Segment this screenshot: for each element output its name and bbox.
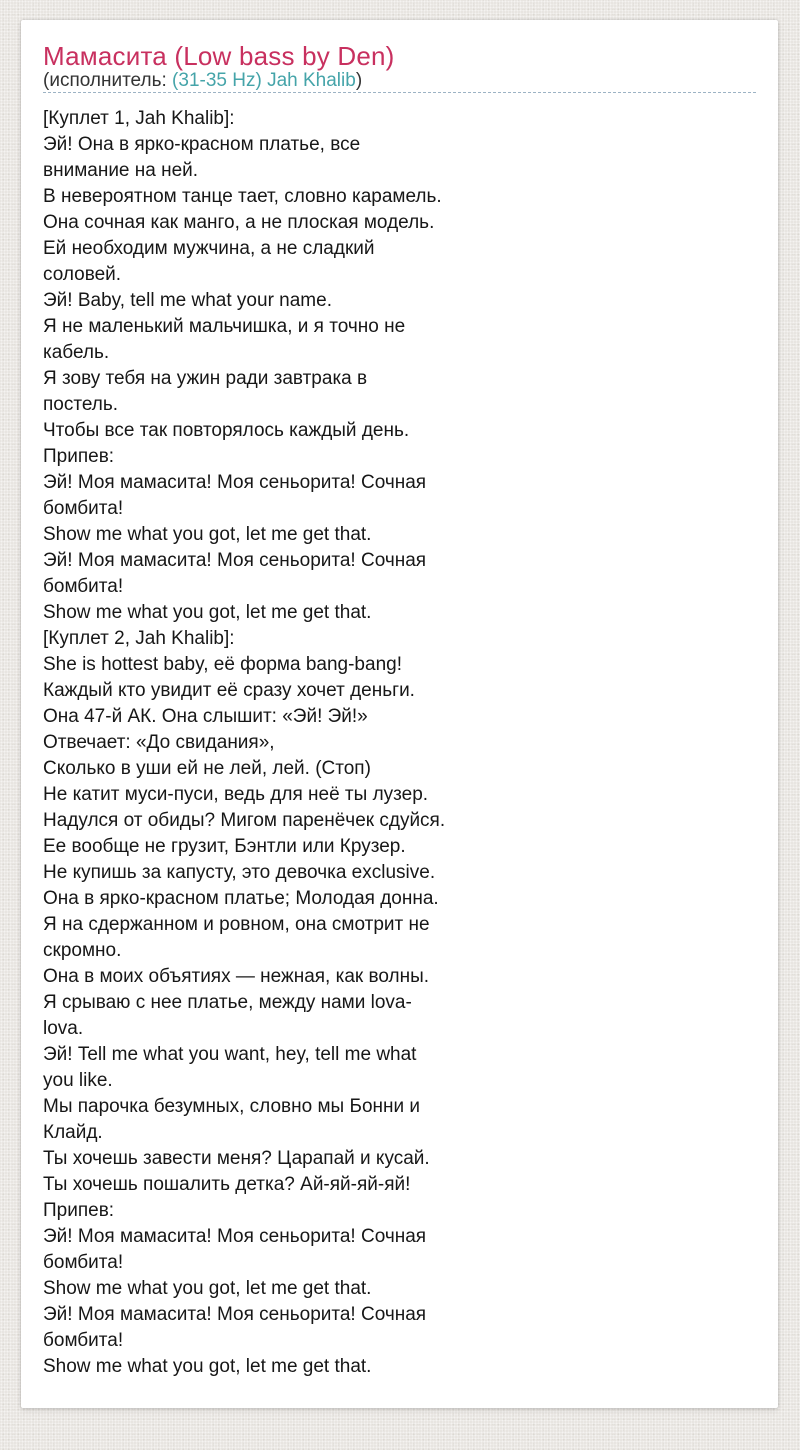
lyric-line: Ей необходим мужчина, а не сладкий	[43, 238, 375, 259]
lyric-line: [Куплет 2, Jah Khalib]:	[43, 628, 235, 649]
lyric-line: Show me what you got, let me get that.	[43, 524, 372, 545]
lyric-line: Она в ярко-красном платье; Молодая донна.	[43, 888, 439, 909]
lyric-line: Эй! Моя мамасита! Моя сеньорита! Сочная	[43, 1226, 427, 1247]
lyric-line: Ты хочешь завести меня? Царапай и кусай.	[43, 1148, 430, 1169]
lyric-line: Чтобы все так повторялось каждый день.	[43, 420, 410, 441]
lyric-line: Не купишь за капусту, это девочка exclusive.	[43, 862, 436, 883]
lyric-line: [Куплет 1, Jah Khalib]:	[43, 108, 235, 129]
page-title: Мамасита (Low bass by Den)	[43, 41, 395, 71]
lyric-line: Эй! Она в ярко-красном платье, все	[43, 134, 361, 155]
lyric-line: Надулся от обиды? Мигом паренёчек сдуйся.	[43, 810, 446, 831]
lyric-line: Show me what you got, let me get that.	[43, 1278, 372, 1299]
page-background	[0, 20, 800, 1450]
song-subtitle	[43, 70, 756, 91]
lyric-line: Она в моих объятиях — нежная, как волны.	[43, 966, 430, 987]
lyric-line: Припев:	[43, 446, 115, 467]
artist-label: (исполнитель:	[43, 70, 173, 91]
lyric-line: кабель.	[43, 342, 110, 363]
lyric-line: Show me what you got, let me get that.	[43, 1356, 372, 1377]
lyric-line: Ты хочешь пошалить детка? Ай-яй-яй-яй!	[43, 1174, 411, 1195]
lyric-line: Эй! Baby, tell me what your name.	[43, 290, 332, 311]
lyric-line: соловей.	[43, 264, 122, 285]
song-header	[43, 42, 756, 93]
lyric-line: She is hottest baby, её форма bang-bang!	[43, 654, 402, 675]
lyric-line: скромно.	[43, 940, 122, 961]
lyric-line: lova.	[43, 1018, 84, 1039]
lyric-line: Эй! Моя мамасита! Моя сеньорита! Сочная	[43, 550, 427, 571]
lyric-line: Каждый кто увидит её сразу хочет деньги.	[43, 680, 415, 701]
lyric-line: Клайд.	[43, 1122, 103, 1143]
lyric-line: Мы парочка безумных, словно мы Бонни и	[43, 1096, 421, 1117]
lyric-line: бомбита!	[43, 576, 124, 597]
lyric-line: you like.	[43, 1070, 113, 1091]
lyric-line: Я не маленький мальчишка, и я точно не	[43, 316, 406, 337]
lyric-line: Show me what you got, let me get that.	[43, 602, 372, 623]
lyric-line: бомбита!	[43, 1330, 124, 1351]
subtitle-close-paren: )	[355, 70, 363, 91]
lyric-line: Эй! Моя мамасита! Моя сеньорита! Сочная	[43, 1304, 427, 1325]
lyric-line: Эй! Tell me what you want, hey, tell me what	[43, 1044, 417, 1065]
lyric-line: Не катит муси-пуси, ведь для неё ты лузер.	[43, 784, 429, 805]
lyric-line: Эй! Моя мамасита! Моя сеньорита! Сочная	[43, 472, 427, 493]
lyric-line: В невероятном танце тает, словно карамель.	[43, 186, 442, 207]
lyric-line: Припев:	[43, 1200, 115, 1221]
lyric-line: Отвечает: «До свидания»,	[43, 732, 275, 753]
lyrics-text	[43, 106, 756, 1380]
lyric-line: Я зову тебя на ужин ради завтрака в	[43, 368, 368, 389]
lyric-line: внимание на ней.	[43, 160, 199, 181]
lyric-line: Ее вообще не грузит, Бэнтли или Крузер.	[43, 836, 406, 857]
lyric-line: Она сочная как манго, а не плоская модель.	[43, 212, 435, 233]
lyric-line: Она 47-й АК. Она слышит: «Эй! Эй!»	[43, 706, 368, 727]
lyric-line: бомбита!	[43, 1252, 124, 1273]
lyrics-card	[21, 20, 778, 1408]
lyric-line: Я на сдержанном и ровном, она смотрит не	[43, 914, 430, 935]
lyric-line: бомбита!	[43, 498, 124, 519]
artist-link[interactable]: (31-35 Hz) Jah Khalib	[172, 70, 356, 91]
lyric-line: Я срываю с нее платье, между нами lova-	[43, 992, 412, 1013]
lyric-line: Сколько в уши ей не лей, лей. (Стоп)	[43, 758, 371, 779]
lyric-line: постель.	[43, 394, 119, 415]
